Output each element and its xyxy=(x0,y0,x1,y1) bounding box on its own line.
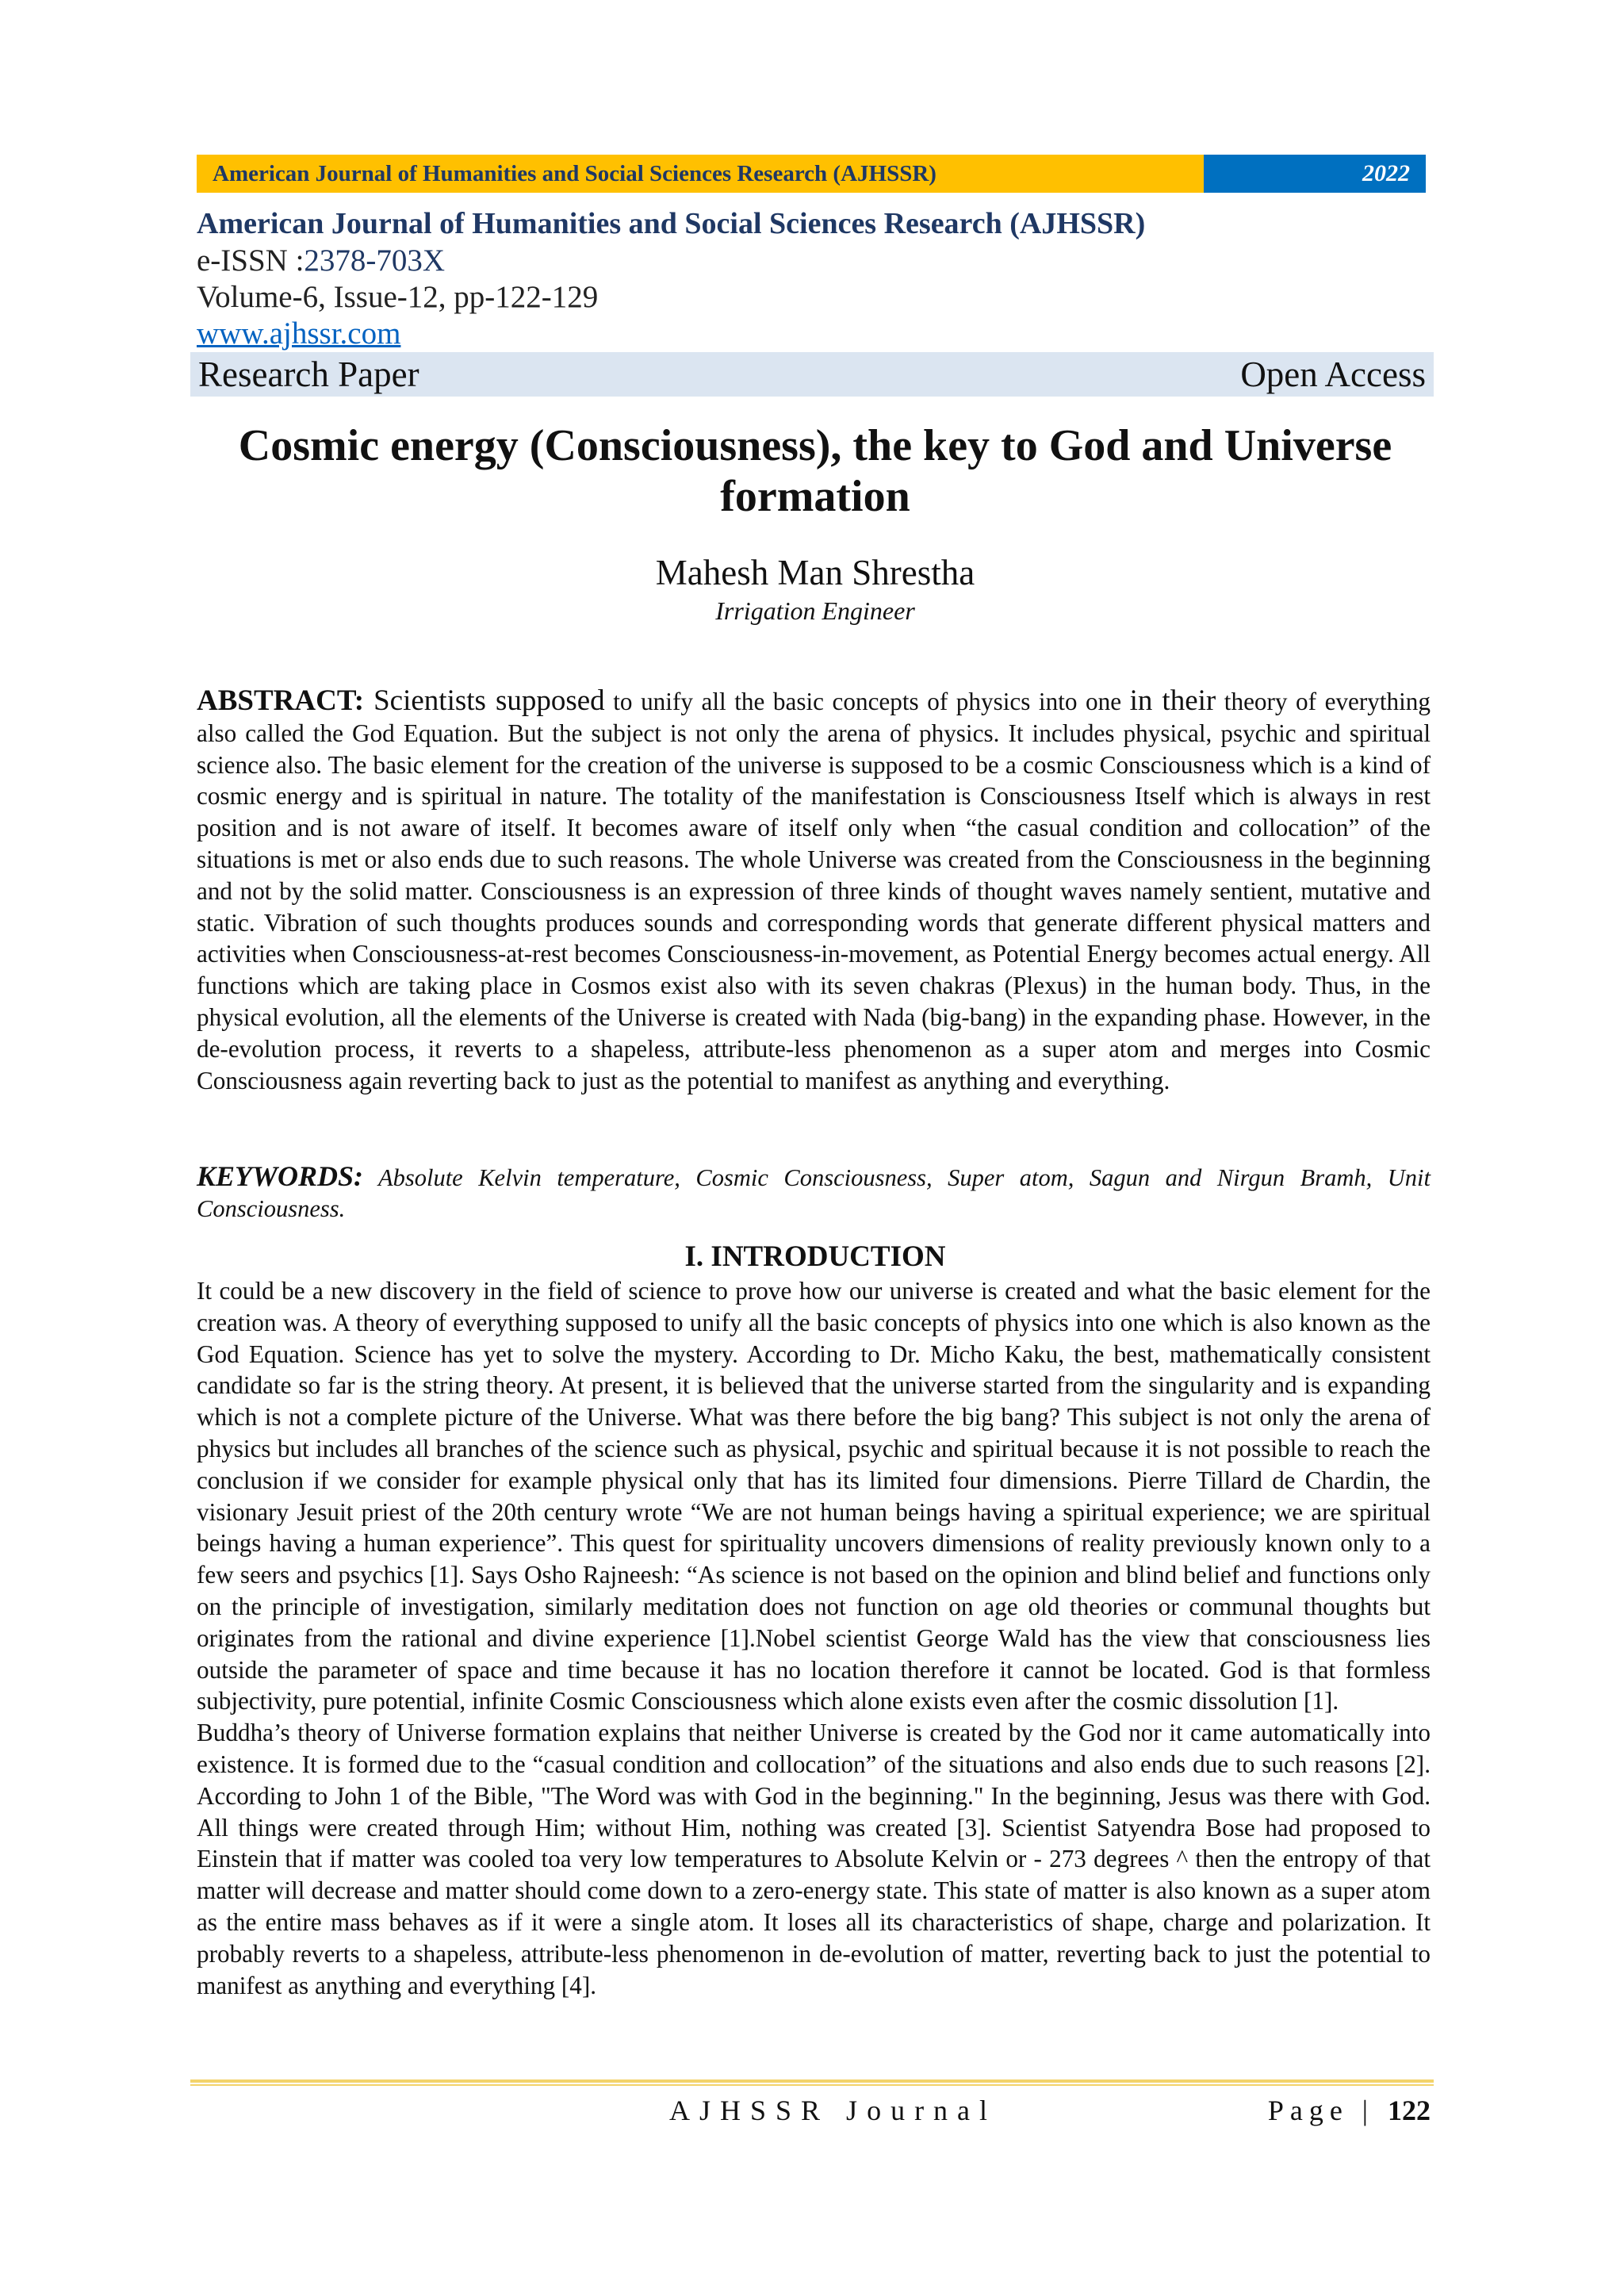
abstract-label: ABSTRACT: xyxy=(197,684,365,717)
introduction-body xyxy=(197,1275,1431,2001)
running-header-journal: American Journal of Humanities and Social Sciences Research (AJHSSR) xyxy=(197,155,1204,193)
journal-info xyxy=(197,205,1434,352)
footer-page-number: 122 xyxy=(1388,2095,1431,2126)
paper-title-line-2: formation xyxy=(720,472,910,521)
website-link[interactable]: www.ajhssr.com xyxy=(197,316,401,351)
volume-line: Volume-6, Issue-12, pp-122-129 xyxy=(197,280,599,314)
footer-page xyxy=(1268,2094,1431,2127)
running-header-year: 2022 xyxy=(1204,155,1426,193)
open-access-label: Open Access xyxy=(1240,355,1426,394)
footer-rule-thin xyxy=(190,2084,1434,2086)
abstract-body: theory of everything also called the God Equation. But the subject is not only the arena of physics. It includes physical, psychic and spiritual science also. The basic element for the creation of the universe is supposed to be a cosmic Consciousness which is a kind of cosmic energy and is spiritual in nature. The totality of the manifestation is Consciousness Itself which is always in rest position and is not aware of itself. It becomes aware of itself only when “the casual condition and collocation” of the situations is met or also ends due to such reasons. The whole Universe was created from the Consciousness in the beginning and not by the solid matter. Consciousness is an expression of three kinds of thought waves namely sentient, mutative and static. Vibration of such thoughts produces sounds and corresponding words that generate different physical matters and activities when Consciousness-at-rest becomes Consciousness-in-movement, as Potential Energy becomes actual energy. All functions which are taking place in Cosmos exist also with its seven chakras (Plexus) in the human body. Thus, in the physical evolution, all the elements of the Universe is created with Nada (big-bang) in the expanding phase. However, in the de-evolution process, it reverts to a shapeless, attribute-less phenomenon as a super atom and merges into Cosmic Consciousness again reverting back to just as the potential to manifest as anything and everything. xyxy=(197,688,1431,1094)
eissn-label: e-ISSN : xyxy=(197,243,304,278)
keywords xyxy=(197,1161,1431,1225)
intro-paragraph-2: Buddha’s theory of Universe formation explains that neither Universe is created by the God nor it came automatically into existence. It is formed due to the “casual condition and collocation” of the situations and also ends due to such reasons [2]. According to John 1 of the Bible, "The Word was with God in the beginning." In the beginning, Jesus was there with God. All things were created through Him; without Him, nothing was created [3]. Scientist Satyendra Bose had proposed to Einstein that if matter was cooled toa very low temperatures to Absolute Kelvin or - 273 degrees ^ then the entropy of that matter will decrease and matter should come down to a zero-energy state. This state of matter is also known as a super atom as the entire mass behaves as if it were a single atom. It loses all its characteristics of shape, charge and polarization. It probably reverts to a shapeless, attribute-less phenomenon in de-evolution of matter, reverting back to just the potential to manifest as anything and everything [4]. xyxy=(197,1719,1431,1999)
paper-title-line-1: Cosmic energy (Consciousness), the key to God and Universe xyxy=(238,421,1392,470)
abstract-mid: in their xyxy=(1129,684,1216,717)
abstract xyxy=(197,685,1431,1096)
keywords-label: KEYWORDS: xyxy=(197,1160,364,1192)
eissn-line xyxy=(197,243,1434,279)
abstract-lead: Scientists supposed xyxy=(364,684,605,717)
intro-paragraph-1: It could be a new discovery in the field of science to prove how our universe is created and what the basic element for the creation was. A theory of everything supposed to unify all the basic concepts of physics into one which is also known as the God Equation. Science has yet to solve the mystery. According to Dr. Micho Kaku, the best, mathematically consistent candidate so far is the string theory. At present, it is believed that the universe started from the singularity and is expanding which is not a complete picture of the Universe. What was there before the big bang? This subject is not only the arena of physics but includes all branches of the science such as physical, psychic and spiritual because it is not possible to reach the conclusion if we consider for example physical only that has its limited four dimensions. Pierre Tillard de Chardin, the visionary Jesuit priest of the 20th century wrote “We are not human beings having a spiritual experience; we are spiritual beings having a human experience”. This quest for spirituality uncovers dimensions of reality previously known only to a few seers and psychics [1]. Says Osho Rajneesh: “As science is not based on the opinion and blind belief and functions only on the principle of investigation, similarly meditation does not function on age old theories or communal thoughts but originates from the rational and divine experience [1].Nobel scientist George Wald has the view that consciousness lies outside the parameter of space and time because it has no location therefore it cannot be located. God is that formless subjectivity, pure potential, infinite Cosmic Consciousness which alone exists even after the cosmic dissolution [1]. xyxy=(197,1277,1431,1715)
footer-rule xyxy=(190,2079,1434,2083)
eissn-value: 2378-703X xyxy=(304,243,446,278)
footer-journal: AJHSSR Journal xyxy=(669,2095,998,2126)
running-header xyxy=(197,155,1426,193)
author-affiliation: Irrigation Engineer xyxy=(715,596,915,625)
section-heading-introduction: I. INTRODUCTION xyxy=(684,1240,946,1273)
abstract-part-1: to unify all the basic concepts of physics into one xyxy=(604,688,1130,715)
keywords-text: Absolute Kelvin temperature, Cosmic Consciousness, Super atom, Sagun and Nirgun Bramh, Unit Consciousness. xyxy=(197,1164,1431,1222)
author-name: Mahesh Man Shrestha xyxy=(655,553,975,592)
research-paper-label: Research Paper xyxy=(198,355,419,394)
article-type-bar xyxy=(190,352,1434,397)
footer-page-label: Page | xyxy=(1267,2095,1374,2126)
journal-title: American Journal of Humanities and Social Sciences Research (AJHSSR) xyxy=(197,207,1146,240)
paper-title xyxy=(197,420,1434,522)
